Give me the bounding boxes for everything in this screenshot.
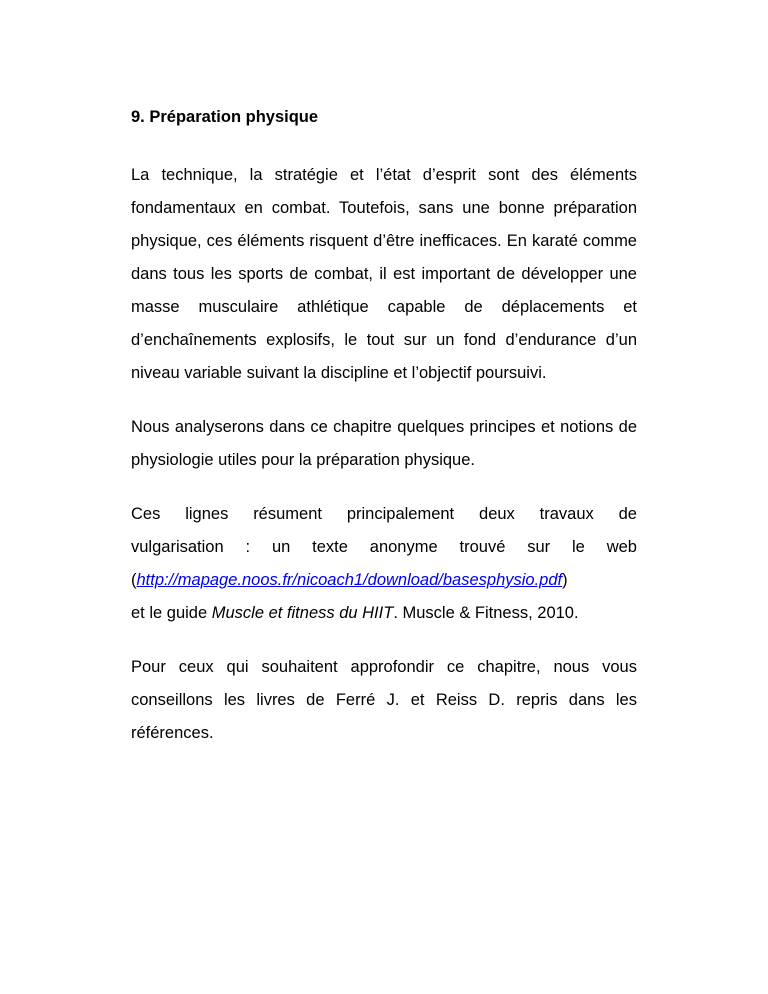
sources-line-4 bbox=[131, 597, 637, 630]
sources-line-1: Ces lignes résument principalement deux travaux de bbox=[131, 505, 637, 523]
source-link[interactable]: http://mapage.noos.fr/nicoach1/download/basesphysio.pdf bbox=[136, 571, 563, 589]
sources-line-2: vulgarisation : un texte anonyme trouvé sur le web bbox=[131, 538, 637, 556]
guide-title: Muscle et fitness du HIIT bbox=[211, 604, 394, 622]
page-content bbox=[131, 106, 637, 750]
paragraph-intro: La technique, la stratégie et l’état d’esprit sont des éléments fondamentaux en combat. Toutefois, sans une bonne préparation physique, ces éléments risquent d’être inefficaces. En karaté comme dans tous les sports de combat, il est important de développer une masse musculaire athlétique capable de déplacements et d’enchaînements explosifs, le tout sur un fond d’endurance d’un niveau variable suivant la discipline et l’objectif poursuivi. bbox=[131, 166, 637, 382]
section-title: 9. Préparation physique bbox=[131, 108, 319, 126]
paren-close: ) bbox=[562, 571, 568, 589]
paren-open: ( bbox=[131, 571, 137, 589]
paragraph-gap bbox=[131, 630, 637, 651]
paragraph-chapter-scope: Nous analyserons dans ce chapitre quelques principes et notions de physiologie utiles pour la préparation physique. bbox=[131, 418, 637, 469]
sources-line-3 bbox=[131, 564, 637, 597]
guide-prefix: et le guide bbox=[131, 604, 212, 622]
paragraph-sources bbox=[131, 498, 637, 630]
guide-suffix: . Muscle & Fitness, 2010. bbox=[393, 604, 579, 622]
paragraph-further-reading: Pour ceux qui souhaitent approfondir ce chapitre, nous vous conseillons les livres de Ferré J. et Reiss D. repris dans les références. bbox=[131, 658, 637, 742]
